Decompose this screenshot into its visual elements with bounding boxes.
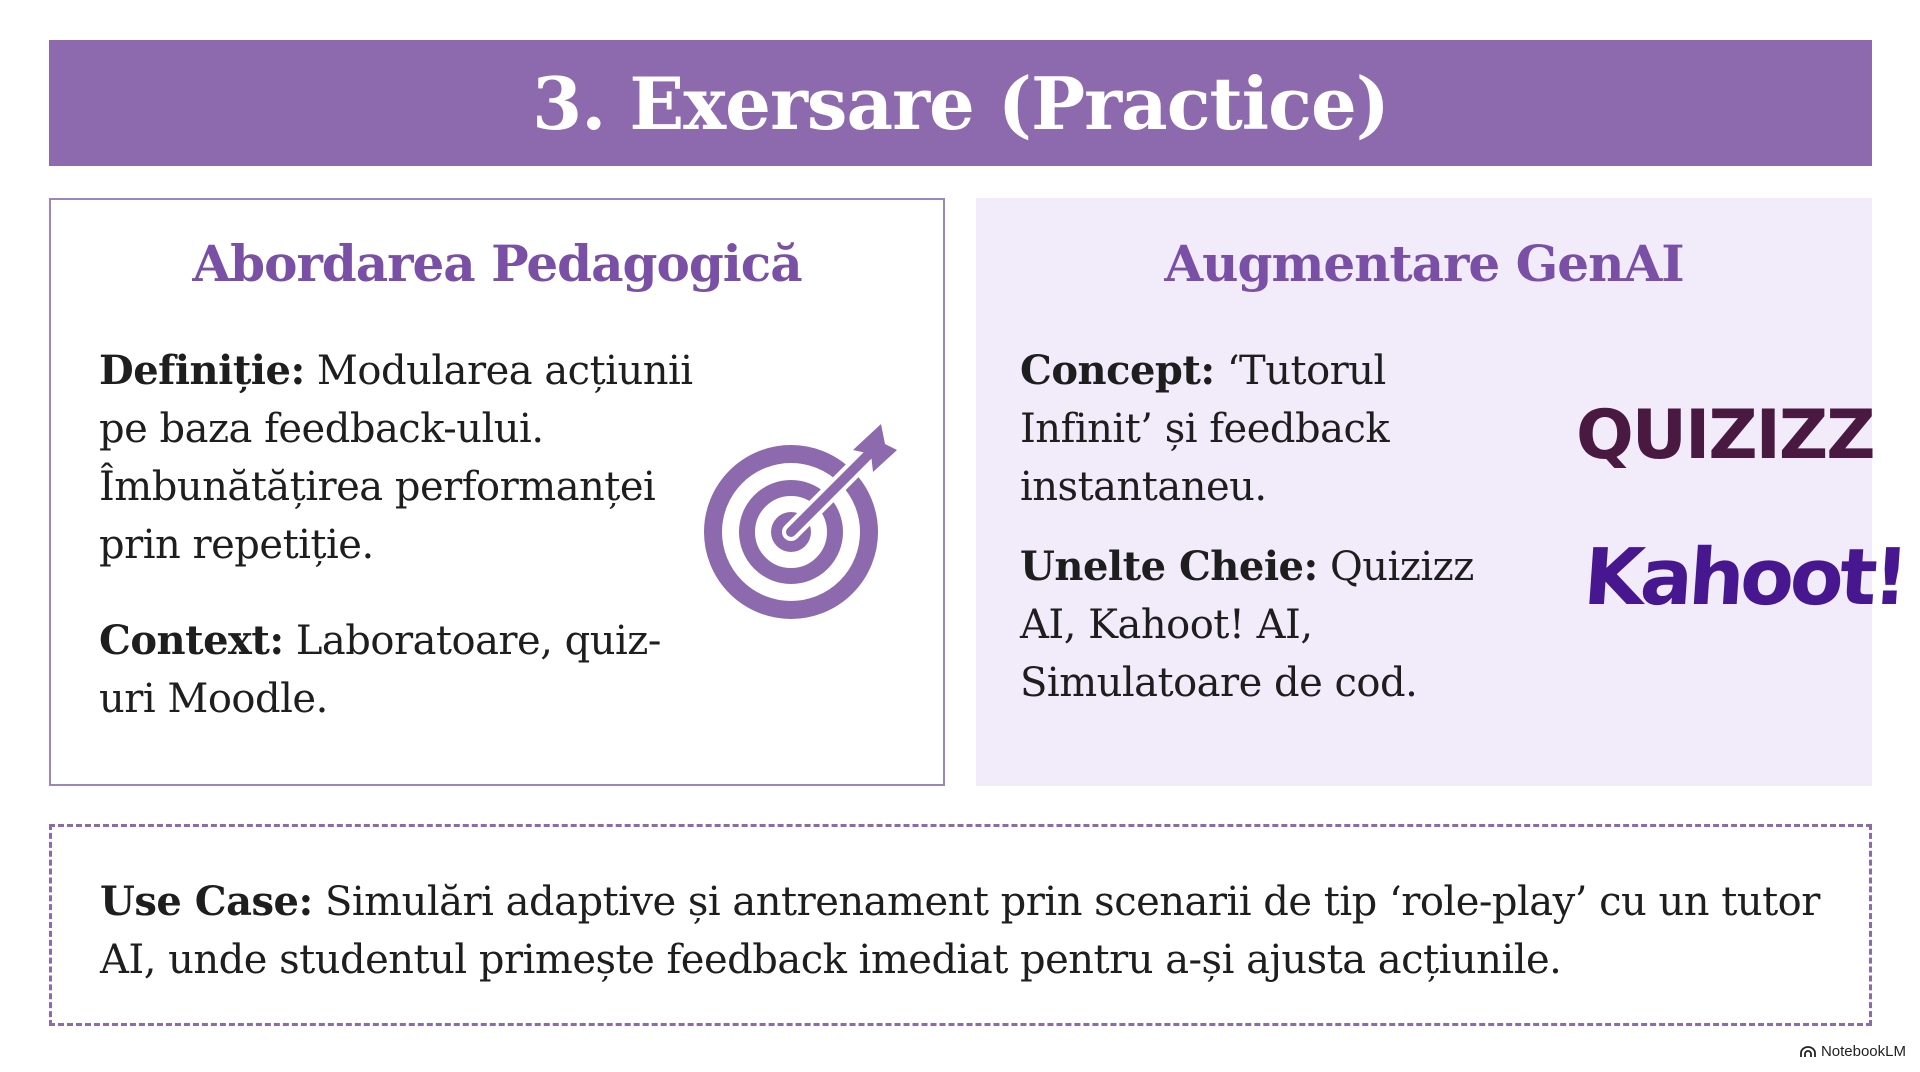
key-tools-text: Quizizz AI, Kahoot! AI, Simulatoare de cod. [1020, 544, 1474, 706]
definition-text: Modularea acțiunii pe baza feedback-ului. Îmbunătățirea performanței prin repetiție. [99, 348, 693, 568]
key-tools-label: Unelte Cheie: [1020, 543, 1318, 590]
genai-augmentation-heading: Augmentare GenAI [1164, 234, 1684, 293]
use-case-paragraph [100, 873, 1840, 989]
concept-text: ‘Tutorul Infinit’ și feedback instantaneu. [1020, 348, 1390, 510]
pedagogical-approach-card [49, 198, 945, 786]
context-paragraph [99, 612, 699, 728]
use-case-box [49, 824, 1872, 1026]
context-text: Laboratoare, quiz-uri Moodle. [99, 618, 661, 722]
slide-title: 3. Exersare (Practice) [532, 60, 1389, 146]
definition-paragraph [99, 342, 699, 574]
quizizz-logo: QUIZIZZ [1576, 396, 1874, 475]
notebooklm-label: NotebookLM [1820, 1043, 1906, 1060]
concept-label: Concept: [1020, 347, 1215, 394]
definition-label: Definiție: [99, 347, 305, 394]
target-icon [703, 420, 903, 620]
key-tools-paragraph [1020, 538, 1500, 712]
title-bar [49, 40, 1872, 166]
genai-augmentation-card [976, 198, 1908, 786]
context-label: Context: [99, 617, 284, 664]
use-case-text: Simulări adaptive și antrenament prin scenarii de tip ‘role-play’ cu un tutor AI, unde studentul primește feedback imediat pentru a-și ajusta acțiunile. [100, 879, 1820, 983]
use-case-label: Use Case: [100, 878, 313, 925]
concept-paragraph [1020, 342, 1500, 516]
notebooklm-icon [1800, 1046, 1816, 1058]
kahoot-logo: Kahoot! [1580, 533, 1908, 623]
notebooklm-watermark [1800, 1043, 1906, 1060]
pedagogical-approach-heading: Abordarea Pedagogică [192, 234, 802, 293]
